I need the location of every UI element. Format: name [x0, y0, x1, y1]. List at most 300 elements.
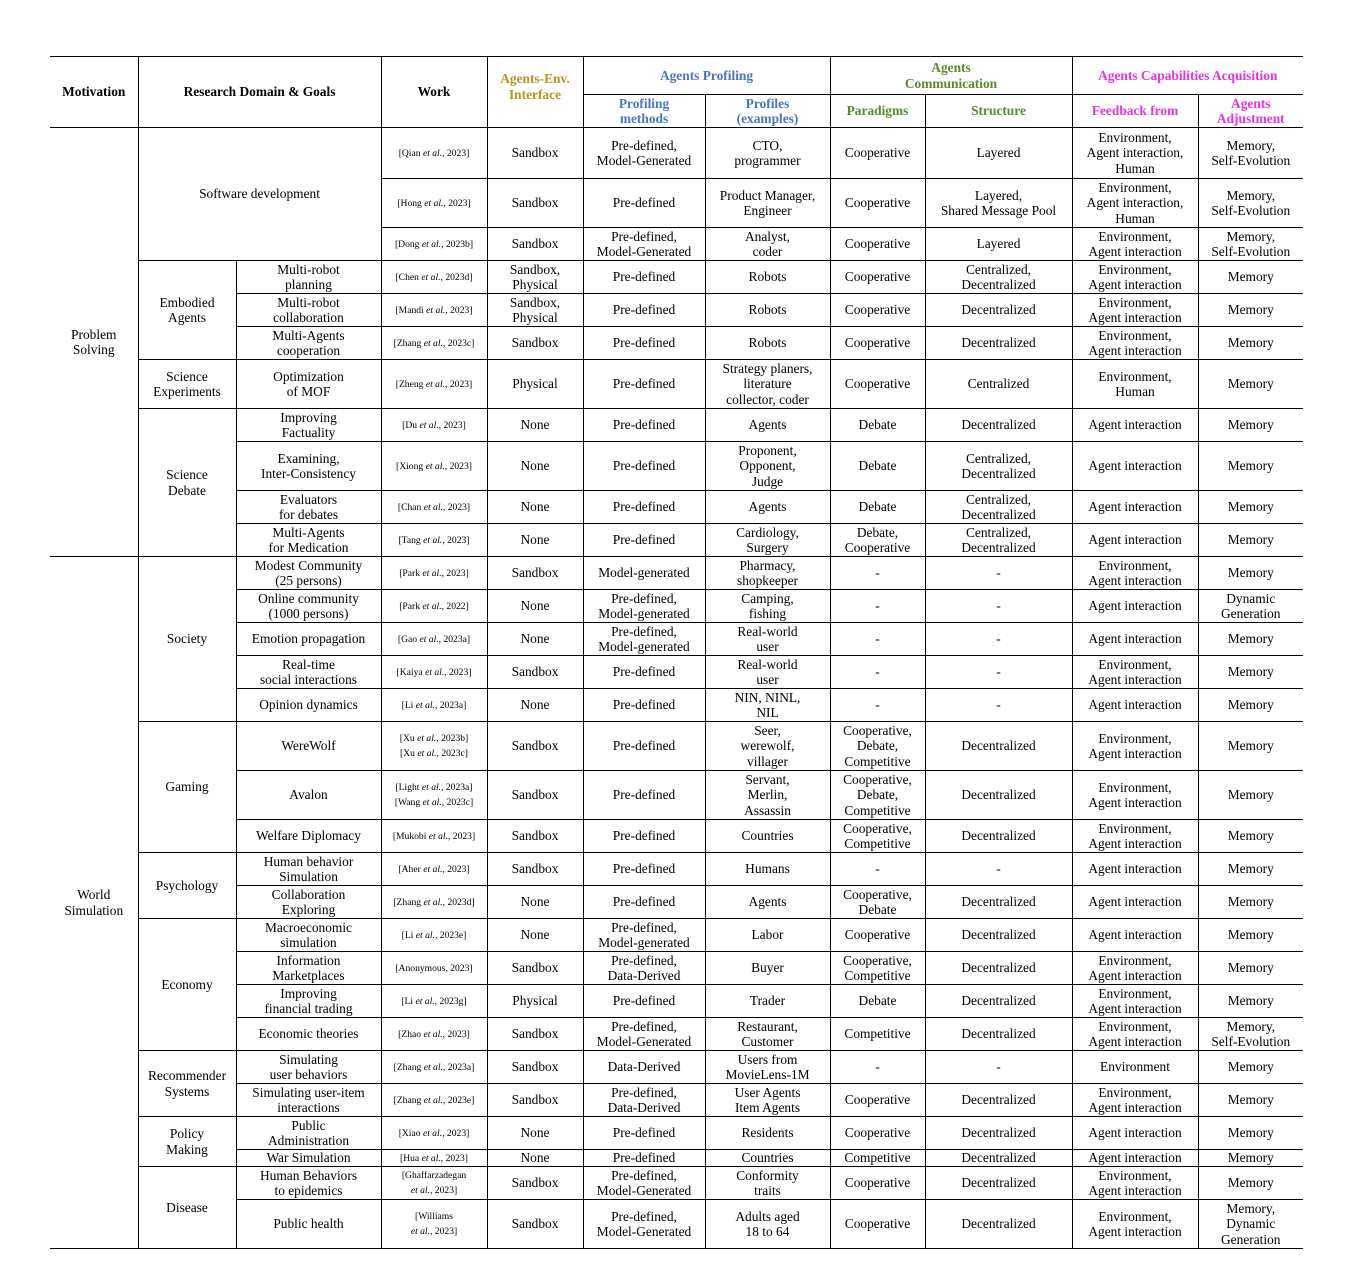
table-row — [50, 689, 1303, 722]
adjustment-line: Memory — [1227, 532, 1274, 548]
paradigms-cell — [830, 1051, 925, 1084]
structure-cell — [925, 228, 1072, 261]
header-interface-line2: Interface — [508, 86, 562, 102]
profiles-cell — [705, 557, 830, 590]
structure-line: Layered, — [974, 187, 1023, 203]
header-profiles-line2: (examples) — [736, 111, 799, 126]
structure-line: Decentralized — [961, 417, 1036, 433]
citation-line: [Xiong et al., 2023] — [396, 460, 472, 472]
feedback-cell — [1072, 722, 1198, 771]
goal-line: Optimization — [273, 368, 344, 384]
structure-cell — [925, 689, 1072, 722]
domain-line: Making — [166, 1141, 208, 1157]
paradigms-line: Debate, — [856, 524, 899, 540]
interface-cell — [487, 820, 583, 853]
goal-cell — [236, 853, 381, 886]
paradigms-line: Cooperative, — [843, 820, 912, 836]
profiling-methods-line: Pre-defined, — [611, 137, 677, 153]
feedback-line: Agent interaction, — [1086, 195, 1184, 211]
profiling-methods-line: Pre-defined — [612, 894, 676, 910]
citation-line: [Kaiya et al., 2023] — [396, 666, 472, 678]
profiling-methods-cell — [583, 1150, 705, 1167]
interface-cell — [487, 771, 583, 820]
interface-cell — [487, 1117, 583, 1150]
structure-cell — [925, 1200, 1072, 1249]
feedback-line: Agent interaction — [1088, 697, 1182, 713]
profiling-methods-cell — [583, 524, 705, 557]
citation-line: [Williams — [415, 1211, 453, 1222]
paradigms-cell — [830, 952, 925, 985]
header-profiles — [705, 95, 830, 128]
adjustment-cell — [1198, 1084, 1303, 1117]
profiles-line: literature — [743, 376, 792, 392]
structure-line: - — [996, 861, 1001, 877]
header-profiling-methods — [583, 95, 705, 128]
structure-line: - — [996, 631, 1001, 647]
profiles-line: Labor — [751, 927, 784, 943]
adjustment-cell — [1198, 524, 1303, 557]
paradigms-line: Cooperative — [844, 376, 911, 392]
profiles-cell — [705, 179, 830, 228]
feedback-line: Environment, — [1098, 656, 1172, 672]
interface-line: Sandbox — [511, 145, 559, 161]
profiles-line: Engineer — [743, 203, 792, 218]
goal-cell — [236, 919, 381, 952]
interface-cell — [487, 1084, 583, 1117]
interface-line: None — [520, 532, 550, 548]
profiling-methods-line: Pre-defined — [612, 376, 676, 392]
adjustment-cell — [1198, 656, 1303, 689]
interface-cell — [487, 557, 583, 590]
profiling-methods-cell — [583, 886, 705, 919]
table-row — [50, 327, 1303, 360]
profiles-cell — [705, 1167, 830, 1200]
goal-line: social interactions — [259, 672, 358, 687]
adjustment-line: Memory — [1227, 499, 1274, 515]
feedback-cell — [1072, 557, 1198, 590]
feedback-cell — [1072, 327, 1198, 360]
domain-line: Science — [166, 467, 208, 482]
feedback-line: Environment, — [1098, 179, 1172, 195]
table-row — [50, 409, 1303, 442]
work-citation — [381, 1018, 487, 1051]
adjustment-line: Memory — [1227, 828, 1274, 844]
feedback-line: Environment, — [1098, 1208, 1172, 1224]
feedback-line: Agent interaction — [1088, 532, 1182, 548]
feedback-cell — [1072, 820, 1198, 853]
interface-cell — [487, 179, 583, 228]
feedback-line: Agent interaction — [1088, 310, 1182, 325]
work-citation — [381, 179, 487, 228]
profiling-methods-cell — [583, 1167, 705, 1200]
goal-cell — [236, 557, 381, 590]
profiling-methods-line: Pre-defined — [612, 532, 676, 548]
table-row — [50, 1018, 1303, 1051]
profiles-line: Strategy planers, — [722, 360, 813, 376]
goal-cell — [236, 623, 381, 656]
profiling-methods-line: Model-generated — [598, 565, 690, 581]
citation-line: [Xu et al., 2023b] — [399, 733, 469, 744]
paradigms-line: - — [875, 664, 880, 680]
paradigms-cell — [830, 1150, 925, 1167]
feedback-line: Agent interaction — [1088, 598, 1182, 614]
profiling-methods-cell — [583, 623, 705, 656]
goal-line: Inter-Consistency — [261, 466, 356, 481]
profiling-methods-line: Pre-defined, — [611, 590, 677, 606]
citation-line: [Zhang et al., 2023c] — [393, 337, 475, 349]
goal-line: Factuality — [281, 425, 336, 440]
goal-line: (25 persons) — [275, 573, 342, 588]
domain-line: Embodied — [159, 294, 215, 310]
adjustment-cell — [1198, 853, 1303, 886]
feedback-cell — [1072, 360, 1198, 409]
structure-line: Decentralized — [961, 1092, 1036, 1108]
domain-cell — [138, 1167, 236, 1249]
goal-line: for debates — [278, 507, 339, 522]
goal-line: for Medication — [268, 540, 349, 555]
structure-line: Decentralized — [961, 787, 1036, 803]
interface-cell — [487, 1018, 583, 1051]
paradigms-line: Competitive — [844, 1150, 911, 1166]
paradigms-cell — [830, 524, 925, 557]
paradigms-line: Competitive — [844, 753, 911, 769]
goal-line: Welfare Diplomacy — [256, 828, 361, 844]
interface-line: None — [520, 417, 550, 433]
paradigms-line: - — [875, 1059, 880, 1075]
feedback-line: Agent interaction — [1088, 1150, 1182, 1166]
goal-cell — [236, 952, 381, 985]
table-row — [50, 886, 1303, 919]
profiling-methods-line: Data-Derived — [607, 968, 681, 983]
adjustment-cell — [1198, 409, 1303, 442]
goal-line: Human behavior — [263, 853, 354, 869]
structure-line: Decentralized — [961, 993, 1036, 1009]
goal-line: simulation — [280, 935, 337, 950]
profiling-methods-cell — [583, 179, 705, 228]
profiling-methods-cell — [583, 327, 705, 360]
feedback-line: Agent interaction — [1088, 968, 1182, 983]
feedback-cell — [1072, 1150, 1198, 1167]
domain-line: Disease — [166, 1199, 208, 1215]
adjustment-cell — [1198, 327, 1303, 360]
adjustment-line: Memory — [1227, 376, 1274, 392]
interface-cell — [487, 228, 583, 261]
motivation-line: Simulation — [64, 902, 124, 918]
goal-line: Economic theories — [258, 1026, 359, 1042]
work-citation — [381, 919, 487, 952]
adjustment-cell — [1198, 886, 1303, 919]
domain-cell — [138, 557, 236, 722]
structure-line: Shared Message Pool — [940, 203, 1057, 218]
paradigms-cell — [830, 228, 925, 261]
paradigms-cell — [830, 722, 925, 771]
paradigms-cell — [830, 491, 925, 524]
paradigms-cell — [830, 590, 925, 623]
goal-line: Exploring — [281, 902, 336, 917]
feedback-cell — [1072, 656, 1198, 689]
interface-cell — [487, 623, 583, 656]
goal-cell — [236, 409, 381, 442]
profiles-cell — [705, 228, 830, 261]
structure-line: - — [996, 697, 1001, 713]
adjustment-cell — [1198, 1167, 1303, 1200]
table-row — [50, 128, 1303, 179]
table-row — [50, 1150, 1303, 1167]
goal-line: Avalon — [289, 787, 328, 803]
adjustment-line: Memory — [1227, 697, 1274, 713]
feedback-line: Agent interaction — [1088, 1224, 1182, 1239]
profiles-line: Assassin — [744, 802, 791, 818]
interface-line: Sandbox — [511, 335, 559, 351]
adjustment-line: Memory — [1227, 1059, 1274, 1075]
profiling-methods-line: Model-generated — [598, 606, 690, 621]
profiles-line: Surgery — [746, 540, 789, 555]
adjustment-line: Memory — [1227, 269, 1274, 285]
profiles-cell — [705, 294, 830, 327]
table-row — [50, 722, 1303, 771]
profiles-line: Buyer — [751, 960, 784, 976]
profiling-methods-line: Pre-defined — [612, 738, 676, 754]
structure-line: - — [996, 598, 1001, 614]
goal-cell — [236, 1167, 381, 1200]
adjustment-cell — [1198, 228, 1303, 261]
goal-cell — [236, 1117, 381, 1150]
goal-cell — [236, 1200, 381, 1249]
header-interface-line1: Agents-Env. — [500, 71, 570, 86]
table-row — [50, 1084, 1303, 1117]
structure-cell — [925, 771, 1072, 820]
table-row — [50, 771, 1303, 820]
profiling-methods-line: Data-Derived — [607, 1100, 681, 1115]
paradigms-line: Cooperative — [844, 269, 911, 285]
adjustment-cell — [1198, 771, 1303, 820]
adjustment-cell — [1198, 261, 1303, 294]
header-paradigms: Paradigms — [830, 95, 925, 128]
profiling-methods-cell — [583, 409, 705, 442]
profiles-cell — [705, 524, 830, 557]
structure-line: Decentralized — [961, 828, 1036, 844]
interface-cell — [487, 1200, 583, 1249]
goal-line: Information — [276, 952, 341, 968]
goal-line: War Simulation — [266, 1150, 351, 1166]
adjustment-cell — [1198, 294, 1303, 327]
motivation-cell — [50, 557, 138, 1249]
table-row — [50, 294, 1303, 327]
goal-cell — [236, 771, 381, 820]
goal-line: Multi-robot — [277, 294, 340, 310]
adjustment-line: Memory — [1227, 993, 1274, 1009]
goal-line: planning — [285, 277, 332, 292]
paradigms-line: - — [875, 631, 880, 647]
profiles-line: Agents — [748, 499, 787, 515]
goal-line: Evaluators — [279, 491, 338, 507]
goal-line: (1000 persons) — [268, 606, 349, 621]
work-citation — [381, 623, 487, 656]
adjustment-cell — [1198, 1051, 1303, 1084]
table-row — [50, 491, 1303, 524]
interface-line: Physical — [512, 310, 558, 325]
structure-cell — [925, 294, 1072, 327]
feedback-cell — [1072, 524, 1198, 557]
profiles-line: Restaurant, — [737, 1018, 798, 1034]
interface-line: Physical — [512, 376, 558, 392]
adjustment-cell — [1198, 590, 1303, 623]
header-communication-line2: Communication — [904, 75, 998, 91]
feedback-line: Agent interaction — [1088, 343, 1182, 358]
profiling-methods-line: Pre-defined, — [611, 952, 677, 968]
adjustment-cell — [1198, 689, 1303, 722]
profiling-methods-line: Pre-defined — [612, 861, 676, 877]
citation-line: [Li et al., 2023a] — [401, 699, 467, 711]
adjustment-cell — [1198, 1018, 1303, 1051]
structure-cell — [925, 952, 1072, 985]
adjustment-line: Memory, — [1226, 137, 1276, 153]
feedback-line: Environment, — [1098, 730, 1172, 746]
citation-line: [Chen et al., 2023d] — [395, 271, 473, 283]
structure-line: Decentralized — [961, 1216, 1036, 1232]
goal-line: collaboration — [273, 310, 344, 325]
structure-line: Decentralized — [961, 927, 1036, 943]
profiles-line: 18 to 64 — [745, 1224, 790, 1239]
structure-line: Decentralized — [961, 1150, 1036, 1166]
feedback-line: Agent interaction — [1088, 1001, 1182, 1016]
interface-line: Sandbox — [511, 236, 559, 252]
profiles-cell — [705, 1018, 830, 1051]
feedback-cell — [1072, 1200, 1198, 1249]
interface-cell — [487, 294, 583, 327]
paradigms-line: Cooperative — [844, 1216, 911, 1232]
structure-cell — [925, 623, 1072, 656]
paradigms-line: - — [875, 861, 880, 877]
interface-cell — [487, 327, 583, 360]
work-citation — [381, 524, 487, 557]
structure-line: Centralized, — [965, 450, 1032, 466]
profiles-line: Pharmacy, — [739, 557, 796, 573]
adjustment-line: Memory — [1227, 1150, 1274, 1166]
adjustment-line: Memory — [1227, 894, 1274, 910]
feedback-cell — [1072, 1117, 1198, 1150]
paradigms-line: Competitive — [844, 968, 911, 983]
profiling-methods-line: Model-generated — [598, 935, 690, 950]
adjustment-line: Memory — [1227, 302, 1274, 318]
profiling-methods-line: Pre-defined — [612, 499, 676, 515]
paradigms-cell — [830, 1200, 925, 1249]
profiles-line: Robots — [748, 335, 787, 351]
goal-line: user behaviors — [269, 1067, 348, 1082]
goal-line: Improving — [280, 409, 337, 425]
interface-line: Sandbox — [511, 1175, 559, 1191]
adjustment-cell — [1198, 820, 1303, 853]
profiling-methods-line: Pre-defined, — [611, 228, 677, 244]
goal-line: Improving — [280, 985, 337, 1001]
adjustment-line: Self-Evolution — [1211, 244, 1291, 259]
table-row — [50, 442, 1303, 491]
feedback-cell — [1072, 128, 1198, 179]
citation-line: [Chan et al., 2023] — [397, 501, 471, 513]
adjustment-line: Memory — [1227, 1175, 1274, 1191]
interface-cell — [487, 524, 583, 557]
citation-line: [Hua et al., 2023] — [400, 1152, 468, 1164]
citation-line: [Park et al., 2022] — [399, 600, 469, 612]
profiling-methods-line: Model-Generated — [596, 244, 692, 259]
paradigms-line: Cooperative — [844, 145, 911, 161]
profiles-line: Analyst, — [744, 228, 790, 244]
header-profiles-line1: Profiles — [745, 95, 790, 111]
interface-cell — [487, 409, 583, 442]
interface-line: Sandbox — [511, 861, 559, 877]
profiles-cell — [705, 491, 830, 524]
paradigms-line: Debate, — [856, 787, 899, 803]
work-citation — [381, 952, 487, 985]
profiles-cell — [705, 261, 830, 294]
paradigms-line: - — [875, 565, 880, 581]
motivation-cell — [50, 128, 138, 557]
interface-cell — [487, 590, 583, 623]
paradigms-cell — [830, 886, 925, 919]
profiling-methods-cell — [583, 689, 705, 722]
domain-cell — [138, 1117, 236, 1167]
feedback-line: Environment — [1100, 1059, 1170, 1075]
interface-line: Sandbox — [511, 565, 559, 581]
interface-line: None — [520, 894, 550, 910]
profiles-cell — [705, 722, 830, 771]
profiles-line: Agents — [748, 894, 787, 910]
profiling-methods-cell — [583, 294, 705, 327]
citation-line: [Dong et al., 2023b] — [394, 238, 474, 250]
profiles-cell — [705, 1051, 830, 1084]
work-citation — [381, 1051, 487, 1084]
citation-line: [Zhang et al., 2023a] — [393, 1061, 475, 1073]
table-row — [50, 1200, 1303, 1249]
interface-cell — [487, 261, 583, 294]
goal-line: Online community — [258, 590, 359, 606]
profiles-cell — [705, 128, 830, 179]
adjustment-line: Memory — [1227, 1125, 1274, 1141]
table-body — [50, 128, 1303, 1249]
interface-cell — [487, 952, 583, 985]
structure-line: Centralized, — [965, 524, 1032, 540]
citation-line: [Li et al., 2023g] — [401, 995, 467, 1007]
paradigms-line: Debate — [858, 902, 897, 917]
profiles-line: MovieLens-1M — [725, 1067, 810, 1082]
structure-line: Decentralized — [961, 738, 1036, 754]
structure-cell — [925, 1051, 1072, 1084]
profiles-cell — [705, 409, 830, 442]
profiles-line: Customer — [741, 1034, 794, 1049]
domain-line: Psychology — [155, 877, 219, 893]
header-profiling-methods-line2: methods — [619, 111, 669, 126]
adjustment-cell — [1198, 722, 1303, 771]
structure-cell — [925, 919, 1072, 952]
profiles-line: Users from — [737, 1051, 798, 1067]
adjustment-line: Memory — [1227, 960, 1274, 976]
structure-line: Layered — [976, 236, 1021, 252]
citation-line: [Zheng et al., 2023] — [395, 378, 473, 390]
citation-line: [Zhang et al., 2023d] — [393, 896, 475, 908]
paradigms-cell — [830, 1117, 925, 1150]
goal-line: Opinion dynamics — [259, 697, 358, 713]
paradigms-line: Competitive — [844, 802, 911, 818]
header-communication-line1: Agents — [931, 60, 971, 75]
profiles-line: traits — [754, 1183, 781, 1198]
interface-cell — [487, 442, 583, 491]
structure-cell — [925, 491, 1072, 524]
work-citation — [381, 442, 487, 491]
paradigms-cell — [830, 360, 925, 409]
domain-line: Gaming — [165, 779, 209, 795]
profiles-line: NIN, NINL, — [734, 689, 801, 705]
profiles-cell — [705, 952, 830, 985]
